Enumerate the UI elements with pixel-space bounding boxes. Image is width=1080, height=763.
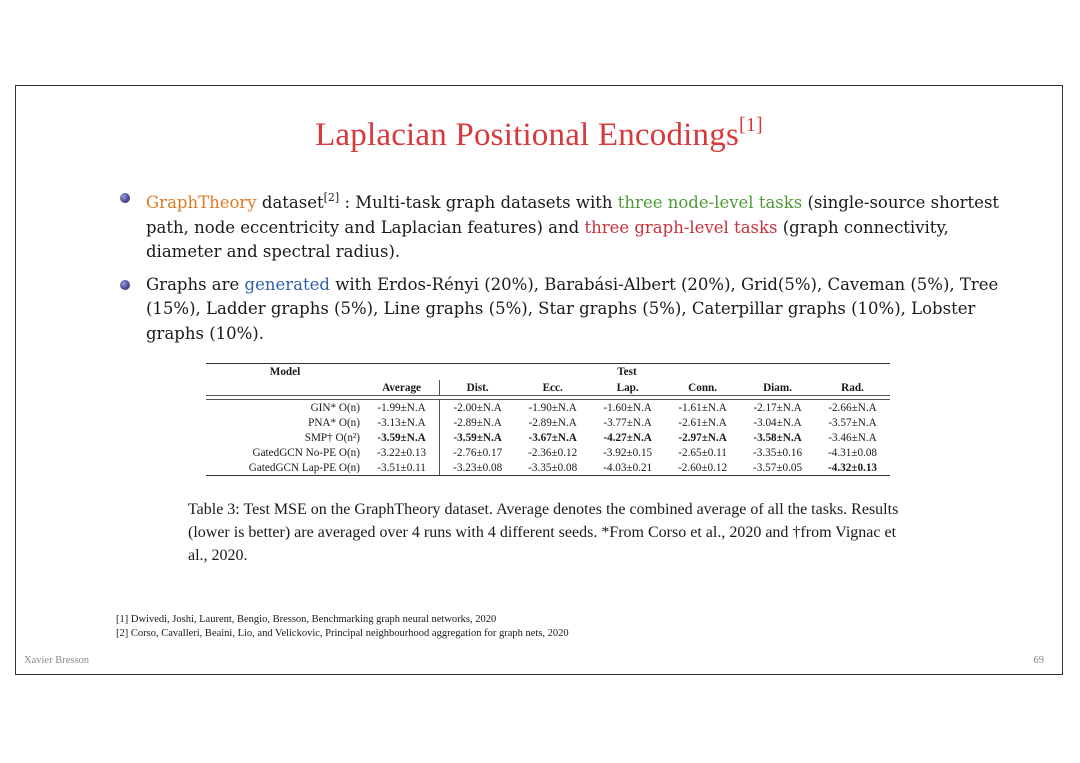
bullet-dot-icon xyxy=(120,193,130,203)
reference-2: [2] Corso, Cavalleri, Beaini, Lio, and Velickovic, Principal neighbourhood aggregation for graph nets, 2020 xyxy=(116,627,569,639)
value-cell: -3.46±N.A xyxy=(828,431,877,444)
model-cell: PNA* O(n) xyxy=(308,416,360,429)
value-cell: -3.51±0.11 xyxy=(364,460,440,476)
table-row xyxy=(206,430,890,445)
col-header: Diam. xyxy=(763,381,792,394)
table-row xyxy=(206,460,890,476)
bullet2-text-a: Graphs are xyxy=(146,274,245,294)
value-cell: -1.61±N.A xyxy=(678,401,727,414)
value-cell: -3.59±N.A xyxy=(453,431,502,444)
bullet2-text-b: with Erdos-Rényi (20%), Barabási-Albert (20%), Grid(5%), Caveman (5%), Tree (15%), Ladder graphs (5%), Line graphs (5%), Star graphs (5%), Caterpillar graphs (10%), Lobster graphs (10%). xyxy=(146,274,999,343)
page-number: 69 xyxy=(1033,655,1044,666)
model-cell: GatedGCN No-PE O(n) xyxy=(252,446,360,459)
bullet-generated xyxy=(120,273,1020,347)
model-cell: GIN* O(n) xyxy=(310,401,360,414)
value-cell: -3.13±N.A xyxy=(364,415,440,430)
model-header: Model xyxy=(269,366,301,378)
slide-frame xyxy=(15,85,1063,675)
table-row xyxy=(206,415,890,430)
bullet1-text-c: (single-source shortest path, node eccentricity and Laplacian features) and xyxy=(146,193,1000,237)
table-header-row-1 xyxy=(206,364,890,381)
value-cell: -3.35±0.16 xyxy=(753,446,803,459)
graphtheory-highlight: GraphTheory xyxy=(146,193,257,212)
value-cell: -3.67±N.A xyxy=(528,431,577,444)
value-cell: -4.32±0.13 xyxy=(815,460,890,476)
bullet-graphtheory xyxy=(120,186,1020,265)
slide-title xyxy=(16,114,1062,154)
value-cell: -2.61±N.A xyxy=(678,416,727,429)
table-row xyxy=(206,445,890,460)
value-cell: -4.03±0.21 xyxy=(590,460,665,476)
value-cell: -3.04±N.A xyxy=(753,416,802,429)
footer-author: Xavier Bresson xyxy=(24,655,90,666)
table-header-row-2 xyxy=(206,380,890,396)
value-cell: -3.92±0.15 xyxy=(603,446,653,459)
value-cell: -1.99±N.A xyxy=(364,400,440,416)
results-table xyxy=(206,363,890,476)
graph-level-highlight: three graph-level tasks xyxy=(584,217,778,237)
col-header: Ecc. xyxy=(542,381,563,394)
generated-highlight: generated xyxy=(244,274,330,294)
value-cell: -2.65±0.11 xyxy=(678,446,727,459)
value-cell: -2.76±0.17 xyxy=(453,446,503,459)
table-body xyxy=(206,400,890,476)
table-row xyxy=(206,400,890,416)
slide-title-text: Laplacian Positional Encodings xyxy=(315,117,739,153)
title-ref: [1] xyxy=(739,114,763,136)
value-cell: -4.31±0.08 xyxy=(828,446,878,459)
node-level-highlight: three node-level tasks xyxy=(617,193,803,212)
value-cell: -1.60±N.A xyxy=(603,401,652,414)
bullet1-text-d: (graph connectivity, diameter and spectral radius). xyxy=(146,217,949,261)
value-cell: -3.77±N.A xyxy=(603,416,652,429)
col-header: Rad. xyxy=(841,381,864,394)
value-cell: -2.89±N.A xyxy=(528,416,577,429)
test-header: Test xyxy=(617,366,637,378)
bullet1-ref: [2] xyxy=(323,191,340,204)
value-cell: -3.57±0.05 xyxy=(740,460,815,476)
value-cell: -2.66±N.A xyxy=(828,401,877,414)
value-cell: -3.23±0.08 xyxy=(440,460,516,476)
blank-header xyxy=(206,380,364,396)
model-cell: SMP† O(n²) xyxy=(304,431,360,444)
bullet-dot-icon xyxy=(120,280,130,290)
value-cell: -3.58±N.A xyxy=(753,431,802,444)
results-table-wrap xyxy=(206,363,890,476)
value-cell: -3.57±N.A xyxy=(828,416,877,429)
reference-1: [1] Dwivedi, Joshi, Laurent, Bengio, Bresson, Benchmarking graph neural networks, 2020 xyxy=(116,614,497,625)
value-cell: -2.36±0.12 xyxy=(528,446,578,459)
value-cell: -1.90±N.A xyxy=(528,401,577,414)
value-cell: -3.59±N.A xyxy=(364,430,440,445)
col-header: Average xyxy=(364,380,440,396)
col-header: Dist. xyxy=(466,381,489,394)
value-cell: -2.89±N.A xyxy=(453,416,502,429)
col-header: Lap. xyxy=(616,381,639,394)
bullet-list xyxy=(120,186,1020,354)
model-cell: GatedGCN Lap-PE O(n) xyxy=(206,460,364,476)
value-cell: -2.00±N.A xyxy=(453,401,502,414)
value-cell: -3.35±0.08 xyxy=(515,460,590,476)
value-cell: -2.60±0.12 xyxy=(665,460,740,476)
bullet1-text-b: : Multi-task graph datasets with xyxy=(339,193,618,212)
table-caption: Table 3: Test MSE on the GraphTheory dataset. Average denotes the combined average of all the tasks. Results (lower is better) are averaged over 4 runs with 4 different seeds. *From Corso et al., 2020 and †from Vignac et al., 2020. xyxy=(188,501,899,564)
references xyxy=(116,613,569,640)
bullet1-text-a: dataset xyxy=(256,193,324,212)
value-cell: -4.27±N.A xyxy=(603,431,652,444)
value-cell: -2.17±N.A xyxy=(753,401,802,414)
col-header: Conn. xyxy=(688,381,718,394)
value-cell: -2.97±N.A xyxy=(678,431,727,444)
value-cell: -3.22±0.13 xyxy=(364,445,440,460)
